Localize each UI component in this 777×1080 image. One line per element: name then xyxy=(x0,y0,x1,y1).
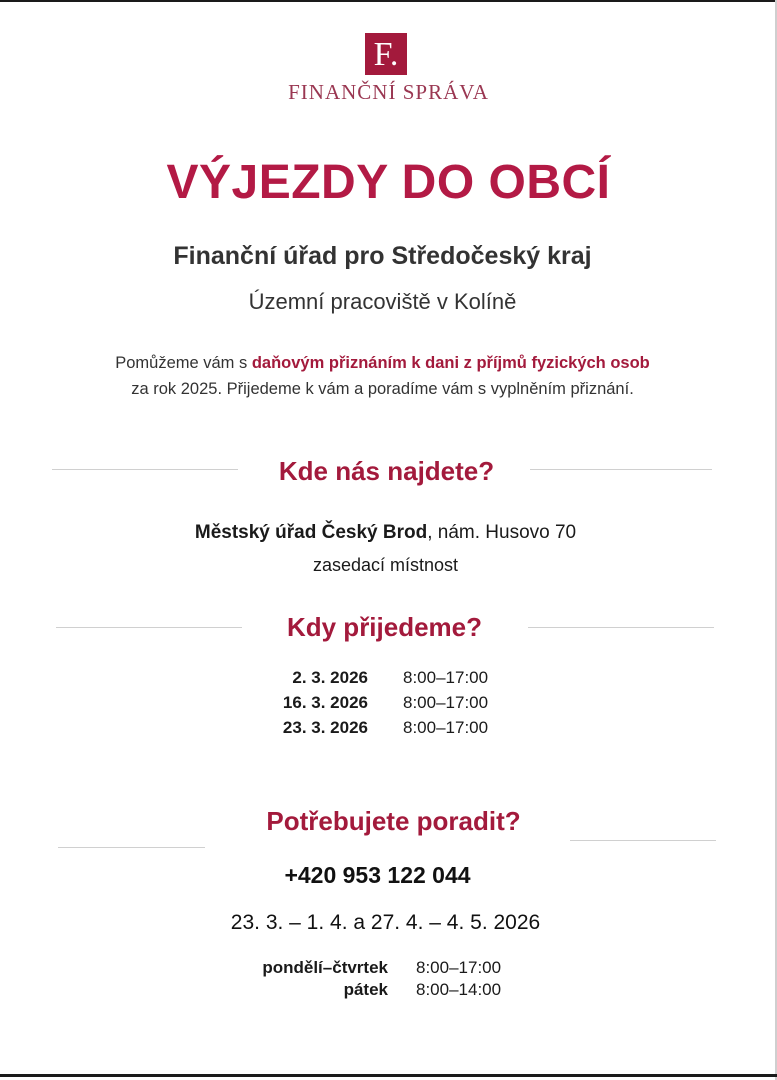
where-heading: Kde nás najdete? xyxy=(278,456,495,486)
intro-line-1 xyxy=(0,354,765,373)
intro-line-2: za rok 2025. Přijedeme k vám a poradíme vám s vyplněním přiznání. xyxy=(131,380,634,398)
schedule-date: 16. 3. 2026 xyxy=(282,693,368,712)
location-name: Městský úřad Český Brod xyxy=(194,522,428,543)
intro-text: Pomůžeme vám s xyxy=(115,354,252,372)
hours-days: pátek xyxy=(343,980,388,999)
location-address xyxy=(0,522,771,544)
divider-left xyxy=(58,847,205,848)
logo-mark: F. xyxy=(365,33,407,75)
hours-row xyxy=(0,958,777,982)
help-period: 23. 3. – 1. 4. a 27. 4. – 4. 5. 2026 xyxy=(230,911,541,934)
logo-text: FINANČNÍ SPRÁVA xyxy=(288,80,489,104)
when-heading: Kdy přijedeme? xyxy=(286,612,483,642)
schedule-date: 23. 3. 2026 xyxy=(282,718,368,737)
help-heading: Potřebujete poradit? xyxy=(266,806,521,836)
office-name: Finanční úřad pro Středočeský kraj xyxy=(173,242,592,270)
schedule-row xyxy=(0,668,777,692)
intro-highlight: daňovým přiznáním k dani z příjmů fyzických osob xyxy=(251,354,650,372)
hours-row xyxy=(0,980,777,1004)
location-room: zasedací místnost xyxy=(312,555,459,575)
schedule-time: 8:00–17:00 xyxy=(403,693,489,712)
hours-days: pondělí–čtvrtek xyxy=(262,958,388,977)
schedule-date: 2. 3. 2026 xyxy=(292,668,368,687)
page-border-bottom xyxy=(0,1074,777,1077)
schedule-time: 8:00–17:00 xyxy=(403,668,489,687)
location-street: , nám. Husovo 70 xyxy=(427,522,577,543)
page-border-top xyxy=(0,0,777,2)
office-branch: Územní pracoviště v Kolíně xyxy=(248,289,517,314)
hours-time: 8:00–17:00 xyxy=(416,958,502,977)
hours-time: 8:00–14:00 xyxy=(416,980,502,999)
divider-right xyxy=(570,840,716,841)
phone-number: +420 953 122 044 xyxy=(284,862,471,888)
page-title: VÝJEZDY DO OBCÍ xyxy=(166,156,611,209)
schedule-row xyxy=(0,718,777,742)
schedule-row xyxy=(0,693,777,717)
schedule-time: 8:00–17:00 xyxy=(403,718,489,737)
